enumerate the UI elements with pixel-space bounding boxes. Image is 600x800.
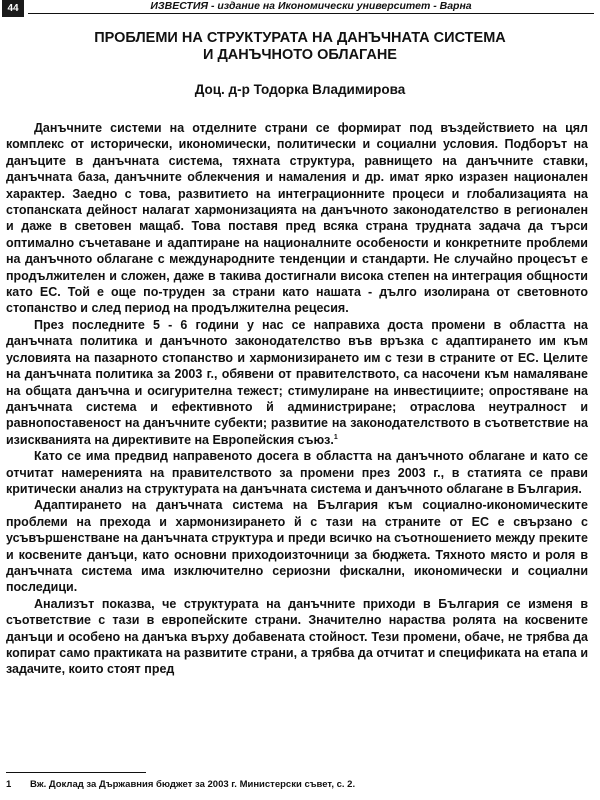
body-paragraph: Данъчните системи на отделните страни се формират под въздействието на цял комплекс от исторически, икономически, политически и социални условия. Подборът на данъците в данъчната система, тяхната структура, равнището на данъчните ставки, данъчната база, данъчните облекчения и намаления и др. имат ярко изразен национален характер. Заедно с това, развитието на интеграционните процеси и глобализацията на стопанската дейност налагат хармонизацията на данъчното законодателство в регионален и даже в световен мащаб. Това поставя пред всяка страна трудната задача да търси оптимално съчетаване и адаптиране на националните особености и конкретните проблеми на данъчното облагане с международните тенденции и стандарти. Не случайно процесът е продължителен и сложен, даже в такива достигнали висока степен на интеграция общности като ЕС. Той е още по-труден за страни като нашата - дълго изолирана от световното стопанство и след период на продължителна рецесия.: [6, 121, 588, 316]
running-header: ИЗВЕСТИЯ - издание на Икономически университет - Варна: [28, 0, 594, 14]
footnote-number: 1: [6, 779, 12, 790]
footnote-divider: [6, 772, 146, 773]
body-paragraph-text: През последните 5 - 6 години у нас се направиха доста промени в областта на данъчната политика и данъчното законодателство във връзка с адаптирането им към условията на пазарното стопанство и хармонизирането им с тези в страните от ЕС. Целите на данъчната политика за 2003 г., обявени от правителството, са насочени към намаляване на общата данъчна и осигурителна тежест; стимулиране на инвестициите; опростяване на данъчната система и ефективното й администриране; отраслова неутралност и равнопоставеност на данъчните субекти; развитие на законодателството в съответствие на изискванията на директивите на Европейския съюз.: [6, 317, 588, 447]
footnote-marker: 1: [333, 433, 338, 441]
article-body: [6, 120, 588, 678]
article-title-line-2: И ДАНЪЧНОТО ОБЛАГАНЕ: [203, 47, 397, 63]
body-paragraph: Като се има предвид направеното досега в областта на данъчното облагане и като се отчитат намеренията на правителството за промени през 2003 г., в статията се прави критически анализ на структурата на данъчната система и данъчното облагане в България.: [6, 449, 588, 496]
article-title-line-1: ПРОБЛЕМИ НА СТРУКТУРАТА НА ДАНЪЧНАТА СИСТЕМА: [94, 30, 506, 46]
article-title: [40, 30, 560, 64]
article-author: Доц. д-р Тодорка Владимирова: [194, 82, 406, 97]
footnote-text: Вж. Доклад за Държавния бюджет за 2003 г. Министерски съвет, с. 2.: [30, 779, 356, 790]
body-paragraph: Адаптирането на данъчната система на България към социално-икономическите проблеми на прехода и хармонизирането й с тази на страните от ЕС е свързано с усъвършенстване на данъчната структура и преди всичко на съотношението между преките и косвените данъци, като основни приходоизточници за бюджета. Тяхното място и роля в данъчната система има изключително сериозни фискални, икономически и социални последици.: [6, 498, 588, 595]
body-paragraph: [6, 317, 588, 448]
footnote: [6, 779, 588, 790]
body-paragraph: Анализът показва, че структурата на данъчните приходи в България се изменя в съответствие с тази в европейските страни. Значително нараства ролята на косвените данъци и особено на данъка върху добавената стойност. Тези промени, обаче, не трябва да копират само практиката на развитите страни, а трябва да отчитат и спецификата на етапа и задачите, които стоят пред: [6, 596, 588, 677]
page-number: 44: [2, 0, 24, 17]
